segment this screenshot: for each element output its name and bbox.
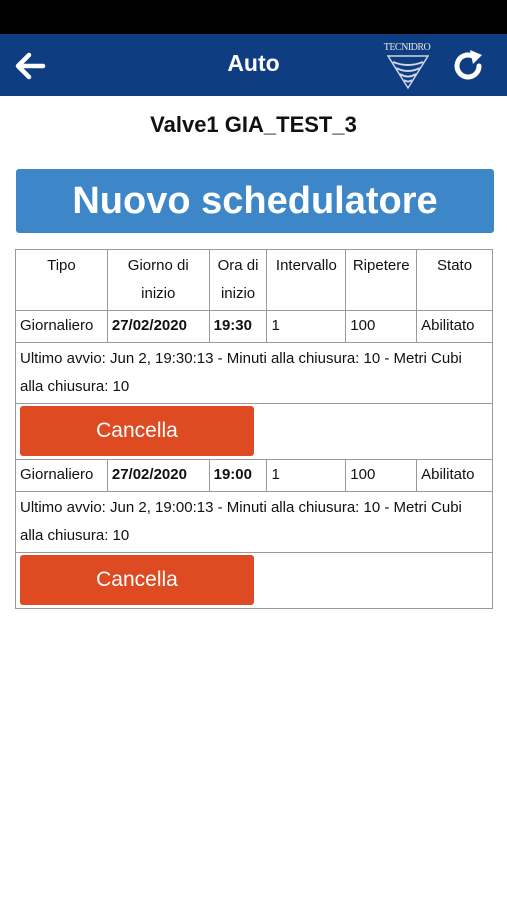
page-title: Auto xyxy=(227,50,280,76)
logo-text: TECNIDRO xyxy=(383,42,431,53)
device-name: Valve1 GIA_TEST_3 xyxy=(150,112,357,137)
refresh-icon xyxy=(449,47,487,85)
table-row-info xyxy=(16,343,493,404)
cancel-button[interactable]: Cancella xyxy=(20,555,254,605)
cell-tipo: Giornaliero xyxy=(16,460,108,492)
status-bar xyxy=(0,0,507,34)
header-intervallo: Intervallo xyxy=(267,250,346,311)
table-row xyxy=(16,311,493,343)
cancel-button[interactable]: Cancella xyxy=(20,406,254,456)
schedule-info: Ultimo avvio: Jun 2, 19:00:13 - Minuti alla chiusura: 10 - Metri Cubi alla chiusura: 10 xyxy=(16,492,493,553)
cell-giorno: 27/02/2020 xyxy=(107,460,209,492)
cell-ripetere: 100 xyxy=(346,460,417,492)
new-scheduler-button[interactable]: Nuovo schedulatore xyxy=(16,169,494,233)
cell-intervallo: 1 xyxy=(267,311,346,343)
header-ora-di-inizio: Ora di inizio xyxy=(209,250,267,311)
logo-mark-icon xyxy=(386,54,430,90)
cell-tipo: Giornaliero xyxy=(16,311,108,343)
header-giorno-di-inizio: Giorno di inizio xyxy=(107,250,209,311)
table-row-actions xyxy=(16,404,493,460)
refresh-button[interactable] xyxy=(448,46,488,86)
cell-stato: Abilitato xyxy=(417,311,493,343)
app-bar xyxy=(0,34,507,96)
cell-ora: 19:00 xyxy=(209,460,267,492)
table-row xyxy=(16,460,493,492)
table-header-row xyxy=(16,250,493,311)
cell-giorno: 27/02/2020 xyxy=(107,311,209,343)
cell-ripetere: 100 xyxy=(346,311,417,343)
cell-ora: 19:30 xyxy=(209,311,267,343)
schedule-table xyxy=(15,249,493,609)
header-ripetere: Ripetere xyxy=(346,250,417,311)
schedule-info: Ultimo avvio: Jun 2, 19:30:13 - Minuti alla chiusura: 10 - Metri Cubi alla chiusura: 10 xyxy=(16,343,493,404)
cell-intervallo: 1 xyxy=(267,460,346,492)
tecnidro-logo xyxy=(372,40,442,92)
table-row-info xyxy=(16,492,493,553)
actions-cell xyxy=(16,553,493,609)
actions-cell xyxy=(16,404,493,460)
cell-stato: Abilitato xyxy=(417,460,493,492)
header-tipo: Tipo xyxy=(16,250,108,311)
table-row-actions xyxy=(16,553,493,609)
header-stato: Stato xyxy=(417,250,493,311)
